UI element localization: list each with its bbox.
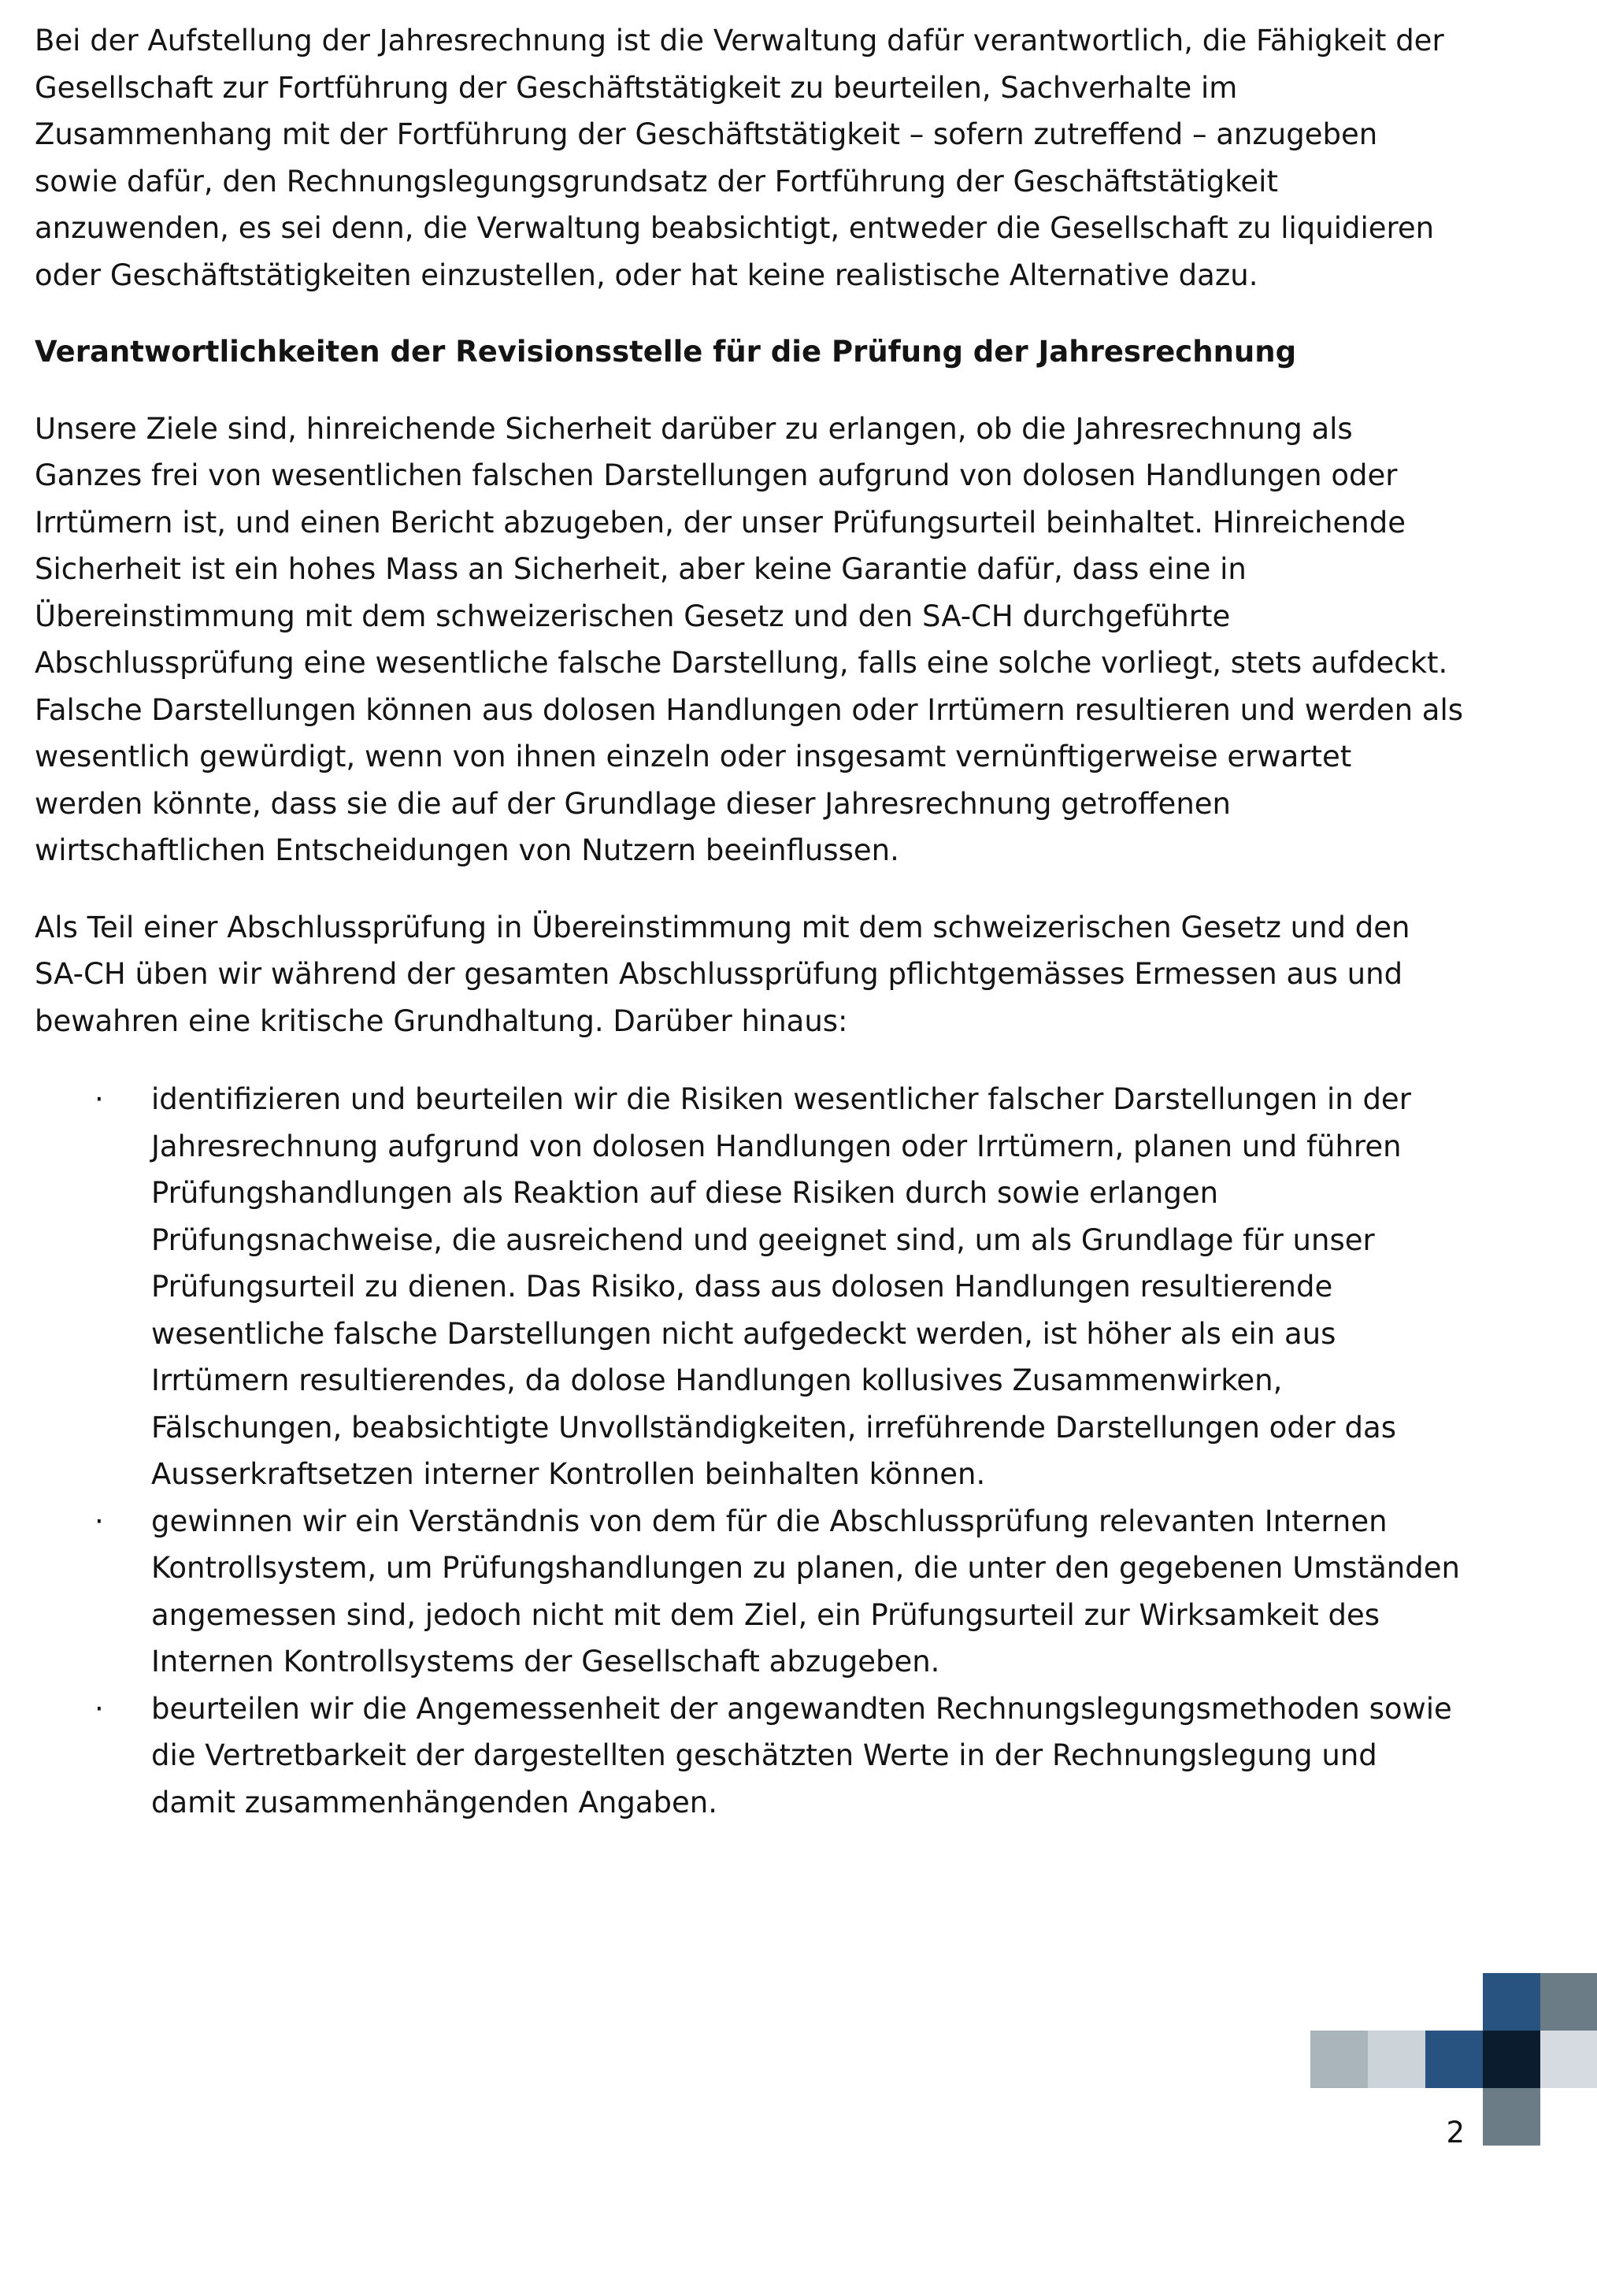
bullet-list <box>35 1076 1468 1826</box>
document-content <box>35 17 1468 1826</box>
bullet-symbol: · <box>94 1082 104 1116</box>
decorative-square <box>1310 2031 1368 2088</box>
bullet-text: gewinnen wir ein Verständnis von dem für die Abschlussprüfung relevanten Internen Kontrollsystem, um Prüfungshandlungen zu planen, die unter den gegebenen Umständen angemessen sind, jedoch nicht mit dem Ziel, ein Prüfungsurteil zur Wirksamkeit des Internen Kontrollsystems der Gesellschaft abzugeben. <box>151 1504 1460 1678</box>
decorative-square <box>1483 2031 1540 2088</box>
decorative-square <box>1540 2031 1597 2088</box>
list-item <box>35 1076 1468 1498</box>
decorative-square <box>1483 1973 1540 2031</box>
decorative-square <box>1483 2088 1540 2146</box>
list-item <box>35 1498 1468 1686</box>
paragraph-audit-approach: Als Teil einer Abschlussprüfung in Übereinstimmung mit dem schweizerischen Gesetz und den SA-CH üben wir während der gesamten Abschlussprüfung pflichtgemässes Ermessen aus und bewahren eine kritische Grundhaltung. Darüber hinaus: <box>35 910 1410 1038</box>
bullet-text: beurteilen wir die Angemessenheit der angewandten Rechnungslegungsmethoden sowie die Vertretbarkeit der dargestellten geschätzten Werte in der Rechnungslegung und damit zusammenhängenden Angaben. <box>151 1691 1452 1819</box>
decorative-square <box>1425 2031 1483 2088</box>
bullet-symbol: · <box>94 1691 104 1726</box>
decorative-square <box>1540 1973 1597 2031</box>
bullet-symbol: · <box>94 1504 104 1538</box>
page-number: 2 <box>1446 2116 1465 2149</box>
section-heading: Verantwortlichkeiten der Revisionsstelle für die Prüfung der Jahresrechnung <box>35 335 1297 369</box>
list-item <box>35 1686 1468 1827</box>
bullet-text: identifizieren und beurteilen wir die Risiken wesentlicher falscher Darstellungen in der Jahresrechnung aufgrund von dolosen Handlungen oder Irrtümern, planen und führen Prüfungshandlungen als Reaktion auf diese Risiken durch sowie erlangen Prüfungsnachweise, die ausreichend und geeignet sind, um als Grundlage für unser Prüfungsurteil zu dienen. Das Risiko, dass aus dolosen Handlungen resultierende wesentliche falsche Darstellungen nicht aufgedeckt werden, ist höher als ein aus Irrtümern resultierendes, da dolose Handlungen kollusives Zusammenwirken, Fälschungen, beabsichtigte Unvollständigkeiten, irreführende Darstellungen oder das Ausserkraftsetzen interner Kontrollen beinhalten können. <box>151 1082 1411 1491</box>
intro-paragraph: Bei der Aufstellung der Jahresrechnung ist die Verwaltung dafür verantwortlich, die Fähigkeit der Gesellschaft zur Fortführung der Geschäftstätigkeit zu beurteilen, Sachverhalte im Zusammenhang mit der Fortführung der Geschäftstätigkeit – sofern zutreffend – anzugeben sowie dafür, den Rechnungslegungsgrundsatz der Fortführung der Geschäftstätigkeit anzuwenden, es sei denn, die Verwaltung beabsichtigt, entweder die Gesellschaft zu liquidieren oder Geschäftstätigkeiten einzustellen, oder hat keine realistische Alternative dazu. <box>35 24 1444 292</box>
paragraph-objectives: Unsere Ziele sind, hinreichende Sicherheit darüber zu erlangen, ob die Jahresrechnung als Ganzes frei von wesentlichen falschen Darstellungen aufgrund von dolosen Handlungen oder Irrtümern ist, und einen Bericht abzugeben, der unser Prüfungsurteil beinhaltet. Hinreichende Sicherheit ist ein hohes Mass an Sicherheit, aber keine Garantie dafür, dass eine in Übereinstimmung mit dem schweizerischen Gesetz und den SA-CH durchgeführte Abschlussprüfung eine wesentliche falsche Darstellung, falls eine solche vorliegt, stets aufdeckt. Falsche Darstellungen können aus dolosen Handlungen oder Irrtümern resultieren und werden als wesentlich gewürdigt, wenn von ihnen einzeln oder insgesamt vernünftigerweise erwartet werden könnte, dass sie die auf der Grundlage dieser Jahresrechnung getroffenen wirtschaftlichen Entscheidungen von Nutzern beeinflussen. <box>35 411 1464 867</box>
decorative-square <box>1368 2031 1425 2088</box>
